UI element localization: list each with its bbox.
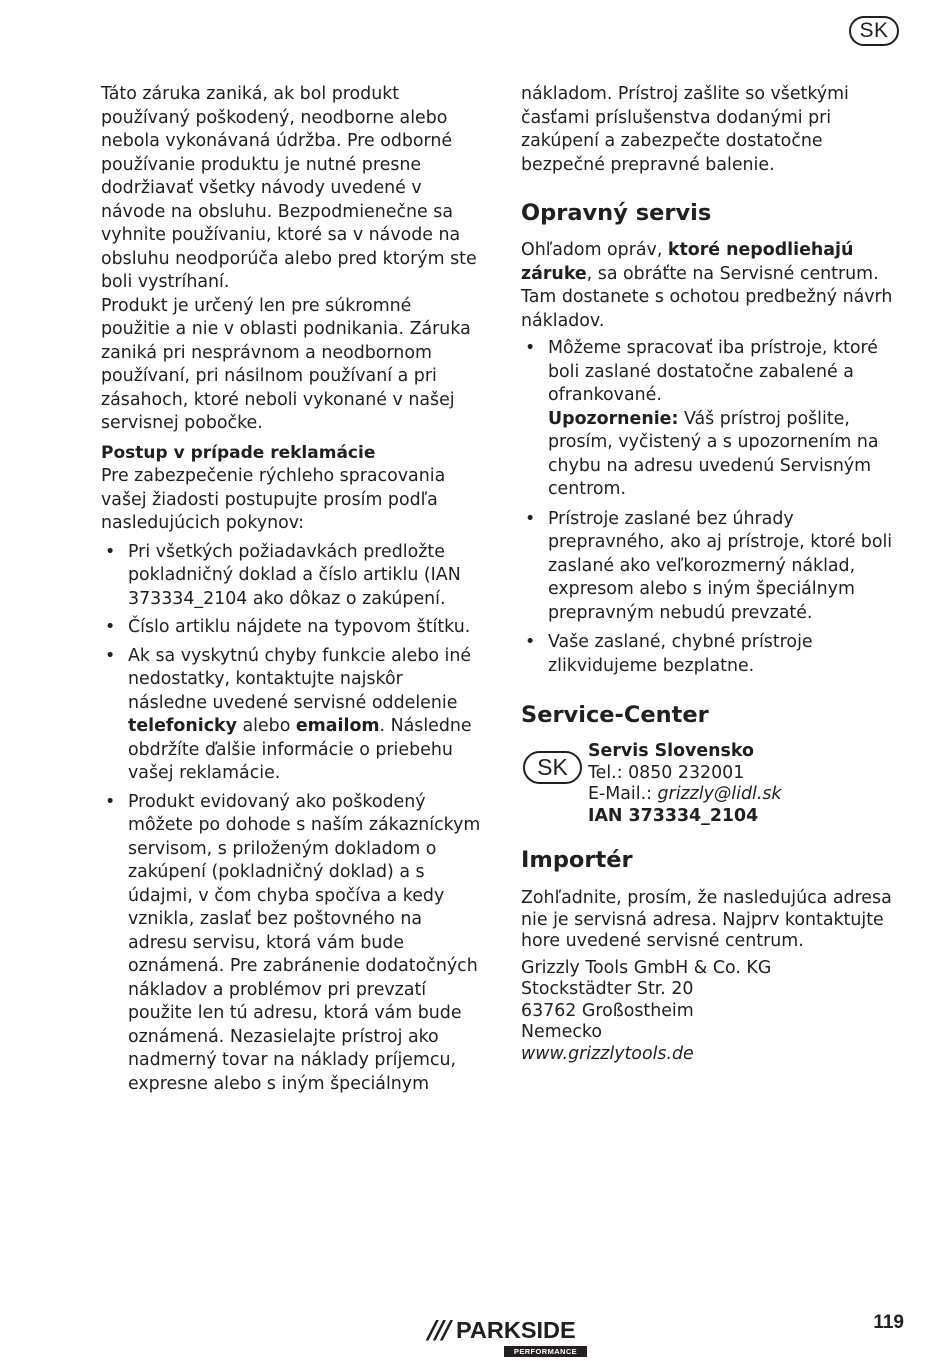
language-badge: SK — [849, 16, 899, 46]
importer-country: Nemecko — [521, 1022, 603, 1042]
phone-emphasis: telefonicky — [128, 716, 237, 736]
email-emphasis: emailom — [295, 716, 380, 736]
repair-intro — [521, 239, 905, 333]
list-item-text: Môžeme spracovať iba prístroje, ktoré boli zaslané dostatočne zabalené a ofrankované. — [548, 338, 878, 405]
warranty-exclusion-paragraph: Táto záruka zaniká, ak bol produkt používaný poškodený, neodborne alebo nebola vykonávaná údržba. Pre odborné používanie produktu je nutné presne dodržiavať všetky návody uvedené v návode na obsluhu. Bezpodmienečne sa vyhnite používaniu, ktoré sa v návode na obsluhu neodporúča alebo pred ktorým ste boli vystríhaní. — [101, 84, 477, 292]
importer-note: Zohľadnite, prosím, že nasledujúca adresa nie je servisná adresa. Najprv kontaktujte hore uvedené servisné centrum. — [521, 888, 892, 951]
list-item — [101, 645, 484, 786]
list-item-text: Číslo artiklu nájdete na typovom štítku. — [128, 617, 471, 637]
importer-city: 63762 Großostheim — [521, 1000, 694, 1021]
service-email: grizzly@lidl.sk — [657, 784, 782, 804]
list-item-text: Ak sa vyskytnú chyby funkcie alebo iné nedostatky, kontaktujte najskôr následne uvedené servisné oddelenie — [128, 645, 472, 713]
logo-mark: /// — [428, 1315, 450, 1344]
claim-procedure-heading: Postup v prípade reklamácie — [101, 442, 376, 463]
repair-intro-emphasis: ktoré nepodliehajú záruke — [521, 240, 854, 284]
list-item — [101, 541, 484, 612]
claim-intro: Pre zabezpečenie rýchleho spracovania vašej žiadosti postupujte prosím podľa nasledujúcich pokynov: — [101, 466, 446, 533]
right-column — [521, 83, 905, 1065]
service-email-line — [588, 784, 782, 806]
list-item-text: . Následne obdržíte ďalšie informácie o priebehu vašej reklamácie. — [128, 716, 472, 783]
list-item-text: Pri všetkých požiadavkách predložte pokladničný doklad a číslo artiklu (IAN 373334_2104 ako dôkaz o zakúpení. — [128, 541, 461, 609]
list-item-text: Prístroje zaslané bez úhrady prepravného, ako aj prístroje, ktoré boli zaslané ako veľkorozmerný náklad, expresom alebo s iným špeciálnym prepravným nebudú prevzaté. — [548, 508, 893, 623]
repair-intro-text: Ohľadom opráv, — [521, 240, 668, 260]
importer-block — [521, 888, 905, 1065]
repair-intro-text: , sa obráťte na Servisné centrum. Tam dostanete s ochotou predbežný návrh nákladov. — [521, 263, 893, 331]
parkside-logo — [428, 1314, 590, 1358]
logo-performance-tag: PERFORMANCE — [504, 1346, 587, 1357]
service-name: Servis Slovensko — [588, 741, 754, 761]
claim-steps-list — [101, 541, 484, 1097]
left-column — [101, 83, 484, 1096]
list-item — [521, 631, 905, 678]
note-text: Váš prístroj pošlite, prosím, vyčistený a s upozornením na chybu na adresu uvedenú Servisným centrom. — [548, 408, 879, 499]
repair-service-heading: Opravný servis — [521, 200, 712, 226]
importer-street: Stockstädter Str. 20 — [521, 979, 694, 999]
repair-conditions-list — [521, 337, 905, 678]
list-item-text: alebo — [236, 716, 296, 736]
service-center-heading: Service-Center — [521, 702, 709, 728]
service-center-block — [521, 741, 905, 827]
note-label: Upozornenie: — [548, 408, 679, 429]
list-item — [101, 791, 484, 1097]
email-label: E-Mail.: — [588, 784, 658, 804]
private-use-paragraph: Produkt je určený len pre súkromné použitie a nie v oblasti podnikania. Záruka zaniká pri nesprávnom a neodbornom používaní, pri násilnom používaní a pri zásahoch, ktoré neboli vykonané v našej servisnej pobočke. — [101, 295, 471, 433]
service-phone: Tel.: 0850 232001 — [588, 762, 745, 783]
shipping-continuation: nákladom. Prístroj zašlite so všetkými časťami príslušenstva dodanými pri zakúpení a zabezpečte dostatočne bezpečné prepravné balenie. — [521, 84, 849, 175]
list-item-text: Produkt evidovaný ako poškodený môžete po dohode s naším zákazníckym servisom, s priloženým dokladom o zakúpení (pokladničný doklad) a s údajmi, v čom chyba spočíva a kedy vznikla, zaslať bez poštovného na adresu servisu, ktorá vám bude oznámená. Pre zabránenie dodatočných nákladov a problémov pri prevzatí použite len tú adresu, ktorá vám bude oznámená. Nezasielajte prístroj ako nadmerný tovar na náklady príjemcu, expresne alebo s iným špeciálnym — [128, 791, 481, 1094]
page-number: 119 — [873, 1312, 904, 1333]
list-item — [521, 508, 905, 626]
service-contact — [588, 741, 782, 827]
importer-company: Grizzly Tools GmbH & Co. KG — [521, 957, 772, 978]
country-badge: SK — [523, 751, 582, 784]
service-ian: IAN 373334_2104 — [588, 805, 759, 826]
importer-heading: Importér — [521, 847, 633, 873]
list-item-text: Vaše zaslané, chybné prístroje zlikvidujeme bezplatne. — [548, 632, 813, 676]
list-item — [521, 337, 905, 502]
importer-website: www.grizzlytools.de — [521, 1043, 694, 1064]
list-item — [101, 616, 484, 640]
logo-wordmark: PARKSIDE — [456, 1317, 576, 1343]
